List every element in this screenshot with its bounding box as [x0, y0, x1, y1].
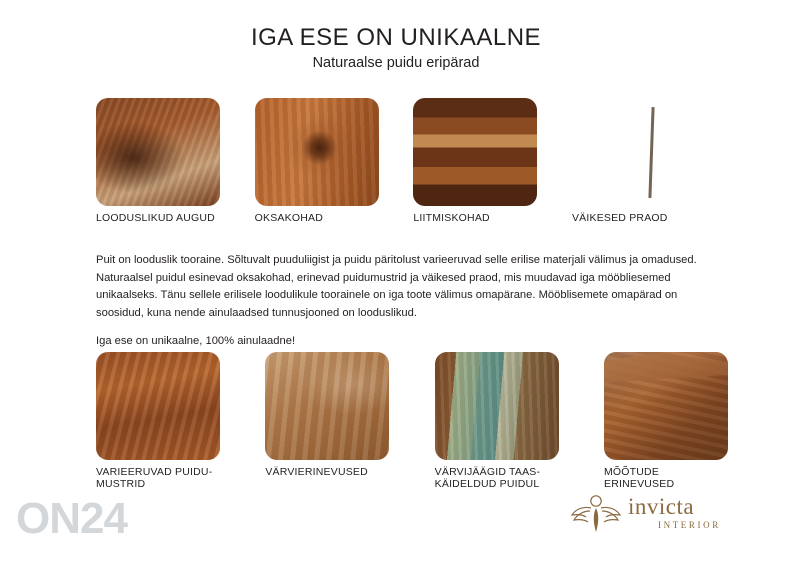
- swatch-tile-natural-holes[interactable]: [96, 98, 220, 236]
- swatch-image-small-cracks: [572, 98, 696, 206]
- swatch-tile-small-cracks[interactable]: [572, 98, 696, 236]
- swatch-tile-color-differences[interactable]: [265, 352, 389, 490]
- swatch-image-color-differences: [265, 352, 389, 460]
- swatch-caption-varied-grain: [96, 466, 220, 490]
- swatch-caption-natural-holes: LOODUSLIKUD AUGUD: [96, 212, 215, 224]
- swatch-caption-dimension-differences: MÕÕTUDE ERINEVUSED: [603, 466, 675, 490]
- page-title: IGA ESE ON UNIKAALNE: [250, 24, 542, 51]
- swatch-tile-joints[interactable]: [413, 98, 537, 236]
- swatch-image-knots: [255, 98, 379, 206]
- swatch-caption-knots: OKSAKOHAD: [254, 212, 323, 224]
- body-paragraph-2: Iga ese on unikaalne, 100% ainulaadne!: [96, 335, 296, 347]
- swatch-image-paint-residue: [435, 352, 559, 460]
- body-copy: [96, 252, 728, 362]
- top-swatch-row: [96, 98, 696, 236]
- swatch-caption-small-cracks: VÄIKESED PRAOD: [571, 212, 668, 224]
- swatch-tile-paint-residue[interactable]: [435, 352, 559, 490]
- wings-icon: [570, 488, 622, 538]
- swatch-tile-dimension-differences[interactable]: [604, 352, 728, 490]
- swatch-caption-color-differences: VÄRVIERINEVUSED: [265, 466, 368, 478]
- swatch-caption-varied-grain-line1: VARIEERUVAD PUIDU-: [96, 466, 213, 478]
- watermark-on24: ON24: [16, 494, 127, 543]
- swatch-tile-knots[interactable]: [255, 98, 379, 236]
- brand-logo: [570, 488, 730, 542]
- swatch-image-dimension-differences: [604, 352, 728, 460]
- swatch-image-natural-holes: [96, 98, 220, 206]
- swatch-image-joints: [413, 98, 537, 206]
- brand-name: invicta: [628, 494, 695, 519]
- swatch-caption-paint-residue: [435, 466, 559, 490]
- swatch-tile-varied-grain[interactable]: [96, 352, 220, 490]
- swatch-caption-paint-residue-line1: VÄRVIJÄÄGID TAAS-: [434, 466, 541, 478]
- body-paragraph-1: Puit on looduslik tooraine. Sõltuvalt puuduliigist ja puidu päritolust varieeruvad selle erilise materjali välimus ja omadused. Naturaalsel puidul esinevad oksakohad, erinevad puidumustrid ja väikesed praod, mis muudavad iga mööbliesemed unikaalseks. Tänu sellele erilisele loodulikule toorainele on iga toote välimus omapärane. Mööblisemete omapärad on soosidud, kuna nende ainulaadsed tunnusjooned on looduslikud.: [96, 254, 697, 319]
- page-subtitle: Naturaalse puidu eripärad: [312, 55, 480, 71]
- swatch-image-varied-grain: [96, 352, 220, 460]
- brand-tagline: INTERIOR: [658, 520, 721, 530]
- bottom-swatch-row: [96, 352, 728, 490]
- swatch-caption-paint-residue-line2: KÄIDELDUD PUIDUL: [434, 478, 540, 490]
- swatch-caption-varied-grain-line2: MUSTRID: [96, 478, 146, 490]
- swatch-caption-joints: LIITMISKOHAD: [413, 212, 490, 224]
